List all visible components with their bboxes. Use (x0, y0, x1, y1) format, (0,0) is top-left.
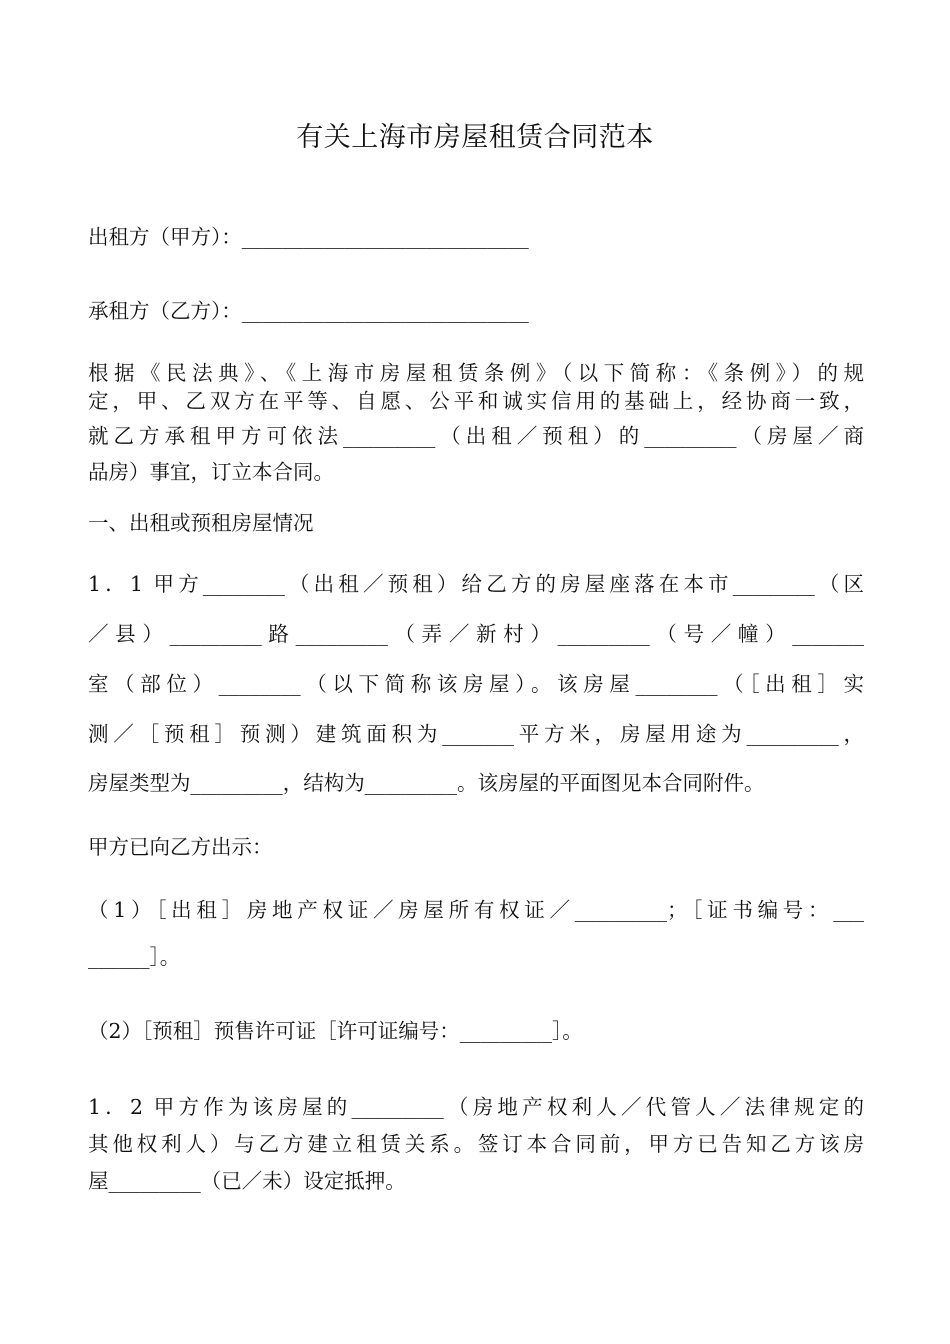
clause-1-2-line-1: 1．2 甲方作为该房屋的_________（房地产权利人／代管人／法律规定的 (88, 1095, 864, 1119)
item-1-line-1: （1）［出租］房地产权证／房屋所有权证／_________；［证书编号：___ (88, 898, 864, 922)
clause-1-1-line-3: 室（部位）________（以下简称该房屋）。该房屋________（［出租］实 (88, 672, 864, 696)
item-1-line-2: ______］。 (88, 945, 181, 969)
clause-1-1-line-2: ／县）_________路_________（弄／新村）_________（号／幢）_______ (88, 622, 864, 646)
preamble-line-3: 就乙方承租甲方可依法_________（出租／预租）的_________（房屋／商 (88, 424, 864, 448)
lessor-line: 出租方（甲方）：____________________________ (88, 225, 529, 249)
item-2-line: （2）［预租］预售许可证［许可证编号：_________］。 (88, 1019, 583, 1043)
clause-1-2-line-2: 其他权利人）与乙方建立租赁关系。签订本合同前，甲方已告知乙方该房 (88, 1132, 864, 1156)
document-title: 有关上海市房屋租赁合同范本 (296, 122, 654, 153)
clause-1-1-line-1: 1．1 甲方________（出租／预租）给乙方的房屋座落在本市________（区 (88, 572, 864, 596)
clause-1-1-line-5: 房屋类型为_________，结构为_________。该房屋的平面图见本合同附件。 (88, 771, 765, 795)
preamble-line-4: 品房）事宜，订立本合同。 (88, 460, 334, 484)
lessee-line: 承租方（乙方）：____________________________ (88, 299, 529, 323)
preamble-line-1: 根据《民法典》、《上海市房屋租赁条例》（以下简称：《条例》）的规 (88, 361, 864, 385)
shown-documents-intro: 甲方已向乙方出示： (88, 835, 273, 859)
clause-1-2-line-3: 屋_________（已／未）设定抵押。 (88, 1169, 406, 1193)
preamble-line-2: 定，甲、乙双方在平等、自愿、公平和诚实信用的基础上，经协商一致， (88, 389, 864, 413)
section-heading: 一、出租或预租房屋情况 (88, 511, 314, 535)
clause-1-1-line-4: 测／［预租］预测）建筑面积为_______平方米，房屋用途为_________， (88, 722, 864, 746)
